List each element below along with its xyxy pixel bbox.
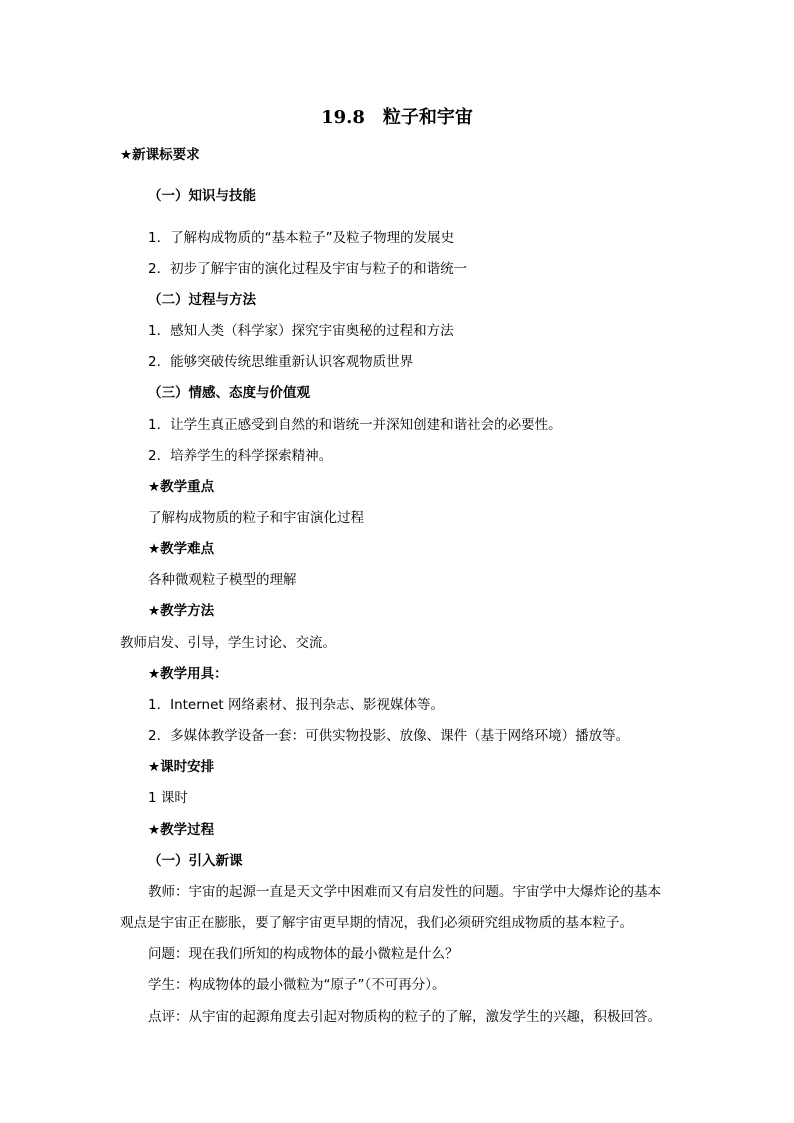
text-line: 1 课时 — [148, 790, 188, 806]
text-line: 2．能够突破传统思维重新认识客观物质世界 — [148, 354, 414, 370]
text-line: 各种微观粒子模型的理解 — [148, 572, 297, 588]
text-line: 2．多媒体教学设备一套：可供实物投影、放像、课件（基于网络环境）播放等。 — [148, 728, 630, 744]
subsection-emotions-values: （三）情感、态度与价值观 — [148, 385, 310, 401]
subsection-introduction: （一）引入新课 — [148, 853, 243, 869]
section-heading-tools: ★教学用具： — [148, 666, 228, 682]
text-line: 1．让学生真正感受到自然的和谐统一并深知创建和谐社会的必要性。 — [148, 417, 562, 433]
text-line: 2．初步了解宇宙的演化过程及宇宙与粒子的和谐统一 — [148, 261, 468, 277]
section-heading-process: ★教学过程 — [148, 822, 215, 838]
text-line: 教师启发、引导，学生讨论、交流。 — [120, 635, 336, 651]
text-line: 问题：现在我们所知的构成物体的最小微粒是什么？ — [148, 946, 459, 962]
text-line: 教师：宇宙的起源一直是天文学中困难而又有启发性的问题。宇宙学中大爆炸论的基本 — [148, 884, 661, 900]
text-line: 学生：构成物体的最小微粒为“原子”（不可再分）。 — [148, 977, 446, 993]
text-line: 点评：从宇宙的起源角度去引起对物质构的粒子的了解，激发学生的兴趣，积极回答。 — [148, 1009, 661, 1025]
text-line: 了解构成物质的粒子和宇宙演化过程 — [148, 510, 364, 526]
section-heading-schedule: ★课时安排 — [148, 759, 215, 775]
section-heading-methods: ★教学方法 — [148, 603, 215, 619]
section-heading-curriculum: ★新课标要求 — [120, 147, 200, 163]
subsection-knowledge-skills: （一）知识与技能 — [148, 188, 256, 204]
section-heading-difficulties: ★教学难点 — [148, 541, 215, 557]
text-line: 1．了解构成物质的“基本粒子”及粒子物理的发展史 — [148, 230, 455, 246]
text-line: 1．Internet 网络素材、报刊杂志、影视媒体等。 — [148, 697, 444, 713]
document-title: 19.8 粒子和宇宙 — [321, 107, 473, 128]
text-line: 观点是宇宙正在膨胀，要了解宇宙更早期的情况，我们必须研究组成物质的基本粒子。 — [120, 915, 633, 931]
text-line: 2．培养学生的科学探索精神。 — [148, 448, 333, 464]
section-heading-key-points: ★教学重点 — [148, 479, 215, 495]
subsection-process-methods: （二）过程与方法 — [148, 292, 256, 308]
text-line: 1．感知人类（科学家）探究宇宙奥秘的过程和方法 — [148, 323, 454, 339]
